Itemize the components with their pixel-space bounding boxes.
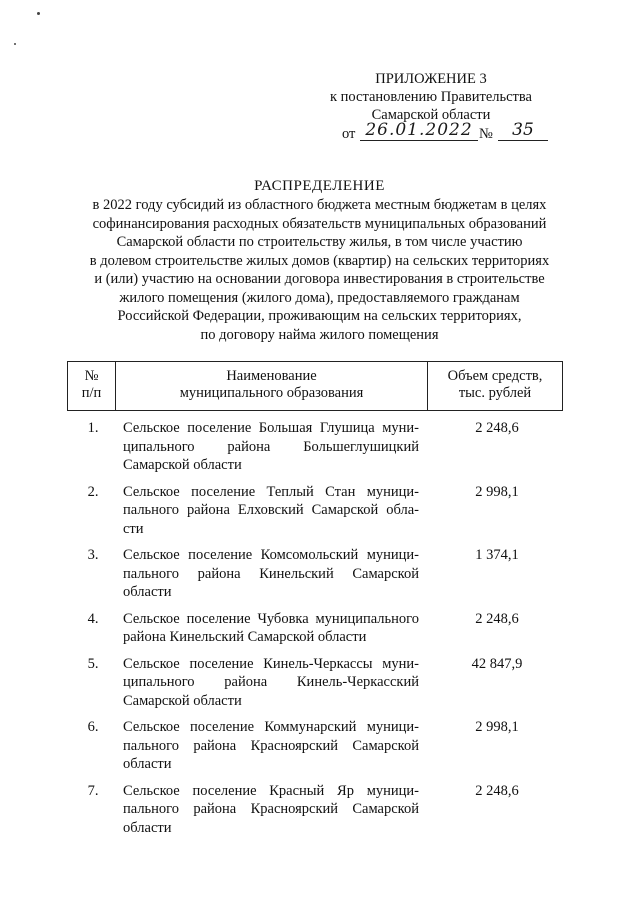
table-header [67,361,563,411]
row-amount: 42 847,9 [471,655,523,672]
subtitle-line: по договору найма жилого помещения [200,326,439,343]
header-name-line1: Наименование [226,368,317,384]
row-name: Сельское поселение Красный Яр муници-пального района Красноярский Самарской области [123,782,419,836]
row-amount: 2 248,6 [475,610,519,627]
row-num: 6. [87,719,99,735]
subtitle-line: жилого помещения (жилого дома), предоставляемого гражданам [119,289,520,306]
header-num [68,362,116,410]
row-name: Сельское поселение Чубовка муниципального района Кинельский Самарской области [123,610,419,645]
table-row [67,782,563,838]
table-row [67,419,563,475]
subtitle-line: Российской Федерации, проживающим на сельских территориях, [117,308,522,324]
row-amount: 2 248,6 [475,420,519,436]
table-row [67,546,563,602]
appendix-header [311,70,551,124]
row-name: Сельское поселение Большая Глушица муни-ципального района Большеглушицкий Самарской области [123,420,419,473]
header-name [116,362,428,410]
row-name: Сельское поселение Теплый Стан муници-пального района Елховский Самарской обла-сти [123,483,419,537]
document-title: РАСПРЕДЕЛЕНИЕ [254,178,385,194]
row-num: 7. [87,782,99,799]
appendix-region: Самарской области [371,107,491,123]
header-num-line2: п/п [81,385,102,401]
header-num-line1: № [84,368,99,384]
decree-date: 26.01.2022 [360,120,478,141]
appendix-decree-ref: к постановлению Правительства [330,89,532,105]
subtitle-line: софинансирования расходных обязательств муниципальных образований [92,215,547,232]
subtitle-line: в долевом строительстве жилых домов (квартир) на сельских территориях [89,252,550,269]
row-name: Сельское поселение Комсомольский муници-пального района Кинельский Самарской области [123,547,419,600]
table-row [67,483,563,539]
row-name: Сельское поселение Коммунарский муници-пального района Красноярский Самарской области [123,719,419,772]
appendix-number: ПРИЛОЖЕНИЕ 3 [375,71,487,87]
decree-date-number [342,120,562,144]
row-amount: 2 998,1 [475,719,519,735]
scan-speck [37,12,40,15]
row-num: 2. [87,483,99,500]
row-amount: 1 374,1 [475,547,519,563]
row-num: 1. [87,420,99,436]
row-amount: 2 248,6 [475,782,519,799]
row-num: 3. [87,547,99,563]
from-label: от [342,126,356,142]
subtitle-line: и (или) участию на основании договора инвестирования в строительстве [94,271,545,287]
row-amount: 2 998,1 [475,483,519,500]
table-row [67,610,563,647]
table-row [67,655,563,711]
header-name-line2: муниципального образования [179,385,364,401]
row-num: 4. [87,610,99,627]
header-amount-line2: тыс. рублей [458,385,532,401]
scan-speck [14,43,16,45]
header-amount [428,362,562,410]
row-num: 5. [87,655,99,672]
table-row [67,718,563,774]
decree-number: 35 [498,120,548,141]
distribution-table [67,361,563,837]
subtitle-line: в 2022 году субсидий из областного бюджета местным бюджетам в целях [92,197,547,213]
header-amount-line1: Объем средств, [447,368,543,384]
document-subtitle [60,196,579,344]
row-name: Сельское поселение Кинель-Черкассы муни-ципального района Кинель-Черкасский Самарской области [123,655,419,709]
subtitle-line: Самарской области по строительству жилья, в том числе участию [116,234,523,250]
number-label: № [479,126,493,142]
